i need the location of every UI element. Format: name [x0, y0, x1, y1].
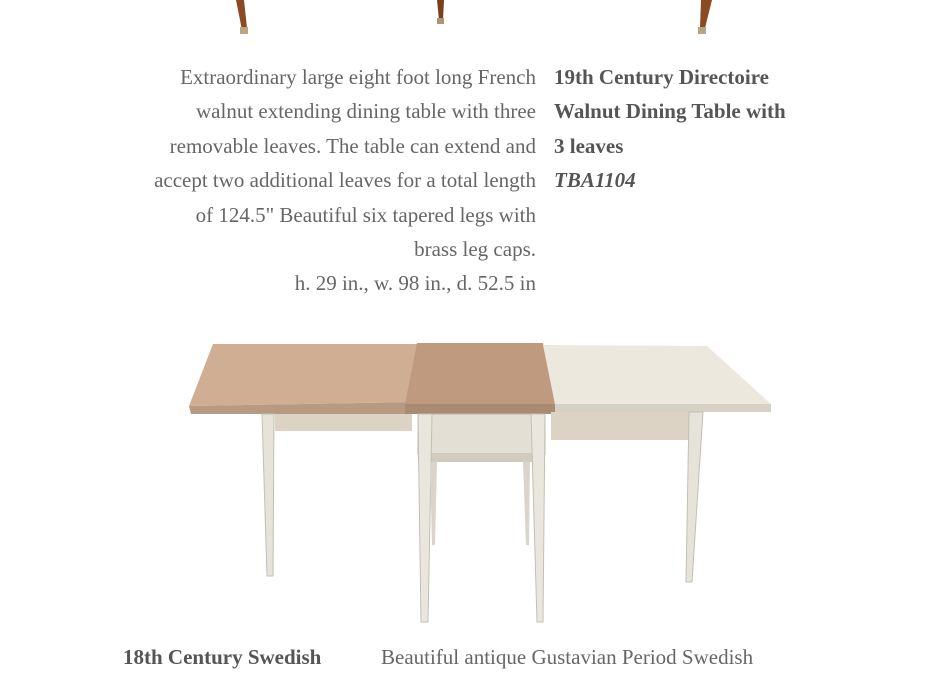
title-line: 19th Century Directoire — [554, 65, 770, 89]
title-line: 3 leaves — [554, 133, 624, 158]
item-dimensions: h. 29 in., w. 98 in., d. 52.5 in — [294, 271, 536, 296]
description-line: walnut extending dining table with three — [196, 99, 536, 124]
item2-title: 18th Century Swedish — [123, 645, 322, 669]
item-sku: TBA1104 — [554, 168, 636, 193]
description-line: of 124.5" Beautiful six tapered legs with — [195, 202, 536, 227]
swedish-table-image — [185, 340, 775, 630]
description-line: removable leaves. The table can extend and — [169, 133, 536, 158]
item2-description: Beautiful antique Gustavian Period Swedish — [381, 645, 754, 669]
item2-row — [0, 640, 927, 674]
item-description — [60, 60, 536, 301]
item-title — [554, 60, 854, 198]
description-line: accept two additional leaves for a total length — [154, 168, 536, 193]
title-line: Walnut Dining Table with — [554, 99, 786, 124]
walnut-table-legs-image — [0, 0, 927, 50]
description-line: brass leg caps. — [414, 237, 536, 262]
description-line: Extraordinary large eight foot long French — [180, 65, 536, 89]
